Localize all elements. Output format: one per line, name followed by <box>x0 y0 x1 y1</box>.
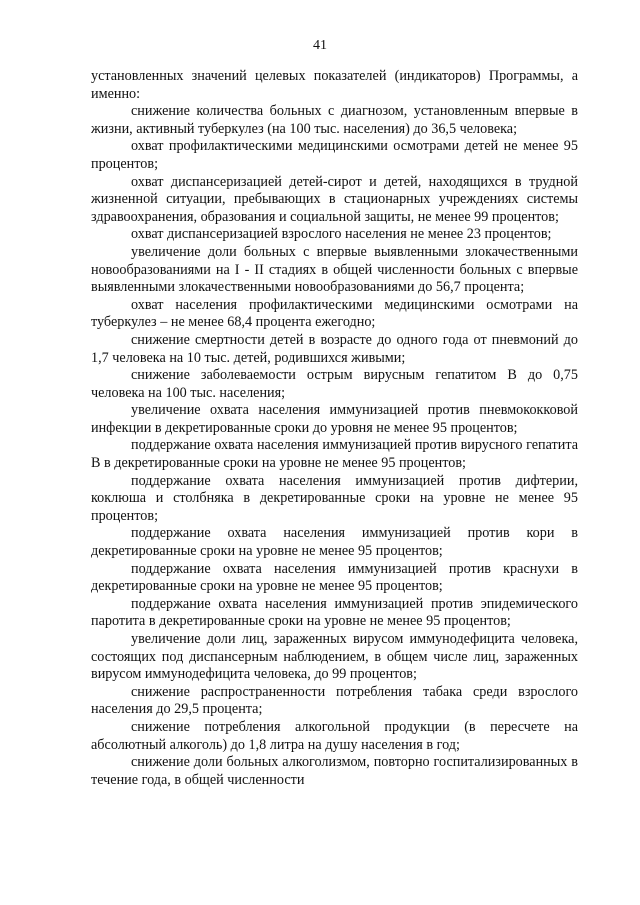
paragraph: поддержание охвата населения иммунизацией против краснухи в декретированные сроки на уровне не менее 95 процентов; <box>91 560 578 595</box>
paragraph: установленных значений целевых показателей (индикаторов) Программы, а именно: <box>91 68 578 102</box>
paragraph: охват населения профилактическими медицинскими осмотрами на туберкулез – не менее 68,4 процента ежегодно; <box>91 296 578 331</box>
paragraph: увеличение доли лиц, зараженных вирусом иммунодефицита человека, состоящих под диспансерным наблюдением, в общем числе лиц, зараженных вирусом иммунодефицита человека, до 99 процентов; <box>91 631 578 683</box>
paragraph: охват диспансеризацией детей-сирот и детей, находящихся в трудной жизненной ситуации, пребывающих в стационарных учреждениях системы здравоохранения, образования и социальной защиты, не менее 99 процентов; <box>91 173 578 225</box>
paragraph: увеличение доли больных с впервые выявленными злокачественными новообразованиями на I - II стадиях в общей численности больных с впервые выявленными злокачественными новообразованиями до 56,7 процента; <box>91 243 578 296</box>
document-body <box>91 68 578 789</box>
paragraph: охват профилактическими медицинскими осмотрами детей не менее 95 процентов; <box>91 138 578 172</box>
paragraph: снижение смертности детей в возрасте до одного года от пневмоний до 1,7 человека на 10 тыс. детей, родившихся живыми; <box>91 331 578 366</box>
paragraph: снижение количества больных с диагнозом, установленным впервые в жизни, активный туберкулез (на 100 тыс. населения) до 36,5 человека; <box>91 103 578 137</box>
paragraph: снижение заболеваемости острым вирусным гепатитом B до 0,75 человека на 100 тыс. населения; <box>91 367 578 401</box>
page-number: 41 <box>313 38 327 53</box>
paragraph: поддержание охвата населения иммунизацией против дифтерии, коклюша и столбняка в декретированные сроки на уровне не менее 95 процентов; <box>91 472 578 524</box>
paragraph: снижение доли больных алкоголизмом, повторно госпитализированных в течение года, в общей численности <box>91 754 578 788</box>
paragraph: поддержание охвата населения иммунизацией против кори в декретированные сроки на уровне не менее 95 процентов; <box>91 525 578 560</box>
paragraph: поддержание охвата населения иммунизацией против вирусного гепатита B в декретированные сроки на уровне не менее 95 процентов; <box>91 437 578 472</box>
paragraph: поддержание охвата населения иммунизацией против эпидемического паротита в декретированные сроки на уровне не менее 95 процентов; <box>91 595 578 630</box>
paragraph: увеличение охвата населения иммунизацией против пневмококковой инфекции в декретированные сроки до уровня не менее 95 процентов; <box>91 402 578 436</box>
paragraph: охват диспансеризацией взрослого населения не менее 23 процентов; <box>131 226 552 243</box>
paragraph: снижение потребления алкогольной продукции (в пересчете на абсолютный алкоголь) до 1,8 литра на душу населения в год; <box>91 718 578 753</box>
paragraph: снижение распространенности потребления табака среди взрослого населения до 29,5 процента; <box>91 683 578 718</box>
